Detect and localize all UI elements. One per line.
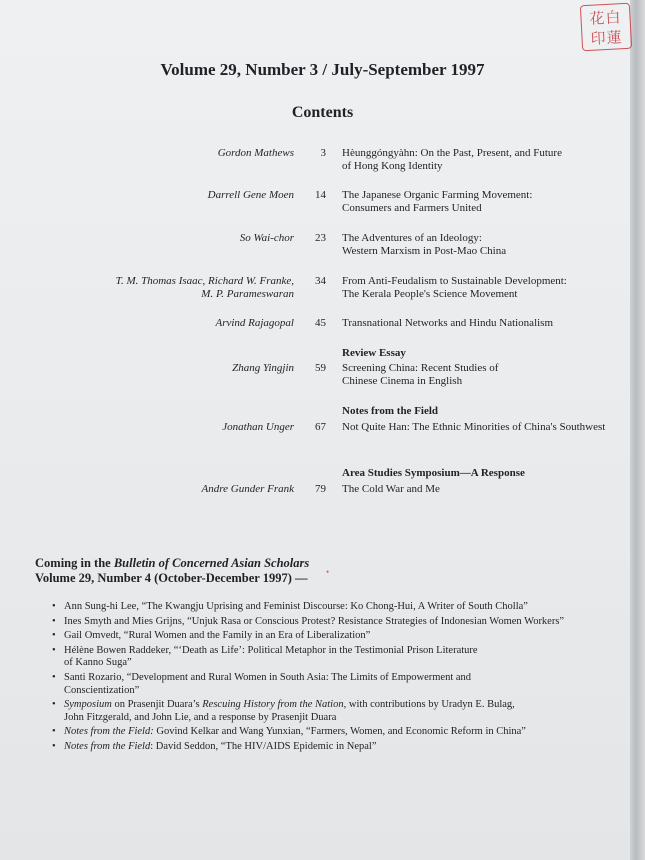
bullet-icon: •: [52, 726, 56, 738]
entry-author: T. M. Thomas Isaac, Richard W. Franke,: [115, 275, 294, 287]
list-item: [52, 741, 612, 754]
entry-title-line: Screening China: Recent Studies of: [342, 362, 499, 374]
section-heading-notes-from-the-field: Notes from the Field: [342, 405, 439, 417]
entry-title: [342, 147, 612, 173]
item-text: Gail Omvedt, “Rural Women and the Family in an Era of Liberalization”: [64, 630, 371, 642]
item-book-title: Rescuing History from the Nation: [202, 699, 344, 711]
item-text: : David Seddon, “The HIV/AIDS Epidemic in Nepal”: [150, 740, 377, 752]
bullet-icon: •: [52, 699, 56, 711]
entry-page: 45: [315, 317, 326, 329]
bullet-icon: •: [52, 601, 56, 612]
entry-author: Zhang Yingjin: [232, 362, 294, 374]
red-seal-stamp: 花白 印蓮: [580, 3, 632, 52]
list-item: [52, 672, 612, 697]
entry-title-line: The Japanese Organic Farming Movement:: [342, 189, 533, 201]
entry-page: 14: [315, 189, 326, 201]
entry-author: Jonathan Unger: [222, 421, 294, 433]
entry-title: [342, 362, 612, 388]
entry-page: 34: [315, 275, 326, 287]
bullet-icon: •: [52, 740, 56, 752]
entry-author: Andre Gunder Frank: [201, 483, 294, 495]
list-item: [52, 645, 612, 670]
entry-title: [342, 232, 612, 258]
item-text: , with contributions by Uradyn E. Bulag,: [343, 699, 515, 711]
next-issue-volume: Volume 29, Number 4 (October-December 1997) —: [35, 571, 308, 585]
entry-author: Darrell Gene Moen: [207, 189, 294, 201]
item-text: Conscientization”: [64, 684, 140, 696]
entry-title-line: From Anti-Feudalism to Sustainable Development:: [342, 275, 567, 287]
item-text: Hélène Bowen Raddeker, “‘Death as Life’: Political Metaphor in the Testimonial Prison Literature: [64, 644, 478, 656]
bullet-icon: •: [52, 630, 56, 642]
item-text: John Fitzgerald, and John Lie, and a response by Prasenjit Duara: [64, 711, 337, 723]
list-item: [52, 699, 612, 724]
list-item: [52, 630, 612, 643]
entry-title-line: The Kerala People's Science Movement: [342, 288, 518, 300]
bullet-icon: •: [52, 615, 56, 627]
page-edge: [630, 0, 645, 860]
journal-name: Bulletin of Concerned Asian Scholars: [113, 556, 310, 570]
coming-next-issue-heading: [35, 556, 309, 586]
entry-title-line: Not Quite Han: The Ethnic Minorities of China's Southwest: [342, 421, 606, 433]
entry-title: [342, 317, 612, 330]
entry-page: 67: [315, 421, 326, 433]
bullet-icon: •: [52, 644, 56, 656]
entry-author: M. P. Parameswaran: [201, 288, 294, 300]
section-heading-review-essay: Review Essay: [342, 347, 406, 359]
list-item: [52, 726, 612, 739]
entry-page: 59: [315, 362, 326, 374]
item-lead: Notes from the Field:: [64, 726, 154, 738]
list-item: [52, 601, 612, 614]
section-heading-area-studies-symposium: Area Studies Symposium—A Response: [342, 467, 525, 479]
entry-title-line: Transnational Networks and Hindu Nationalism: [342, 317, 554, 329]
bullet-icon: •: [52, 671, 56, 683]
item-text: Santi Rozario, “Development and Rural Women in South Asia: The Limits of Empowerment and: [64, 671, 472, 683]
entry-author: Arvind Rajagopal: [215, 317, 294, 329]
entry-page: 79: [315, 483, 326, 495]
entry-title: [342, 189, 612, 215]
entry-title-line: of Hong Kong Identity: [342, 160, 443, 172]
entry-author: So Wai-chor: [239, 232, 294, 244]
contents-heading: Contents: [291, 104, 354, 121]
entry-title-line: Western Marxism in Post-Mao China: [342, 245, 507, 257]
item-text: Ann Sung-hi Lee, “The Kwangju Uprising and Feminist Discourse: Ko Chong-Hui, A Writer of South Cholla”: [64, 601, 528, 612]
item-lead: Symposium: [64, 699, 112, 711]
entry-page: 23: [315, 232, 326, 244]
entry-title: [342, 483, 612, 496]
item-text: Ines Smyth and Mies Grijns, “Unjuk Rasa or Conscious Protest? Resistance Strategies of Indonesian Women Workers”: [64, 615, 565, 627]
entry-title: [342, 421, 632, 434]
list-item: [52, 616, 612, 629]
entry-author: Gordon Mathews: [217, 147, 294, 159]
entry-page: 3: [320, 147, 326, 159]
forthcoming-articles-list: [52, 601, 612, 756]
volume-title: Volume 29, Number 3 / July-September 1997: [160, 60, 485, 79]
item-text: Govind Kelkar and Wang Yunxian, “Farmers, Women, and Economic Reform in China”: [153, 726, 526, 738]
item-text: of Kanno Suga”: [64, 657, 132, 669]
item-text: on Prasenjit Duara’s: [111, 699, 203, 711]
entry-title-line: Hèunggóngyàhn: On the Past, Present, and Future: [342, 147, 562, 159]
entry-title: [342, 275, 612, 301]
entry-title-line: Chinese Cinema in English: [342, 375, 463, 387]
ink-mark: •: [326, 567, 330, 577]
entry-title-line: The Cold War and Me: [342, 483, 440, 495]
item-lead: Notes from the Field: [64, 740, 151, 752]
coming-prefix: Coming in the: [35, 556, 114, 570]
entry-title-line: The Adventures of an Ideology:: [342, 232, 482, 244]
entry-title-line: Consumers and Farmers United: [342, 202, 482, 214]
